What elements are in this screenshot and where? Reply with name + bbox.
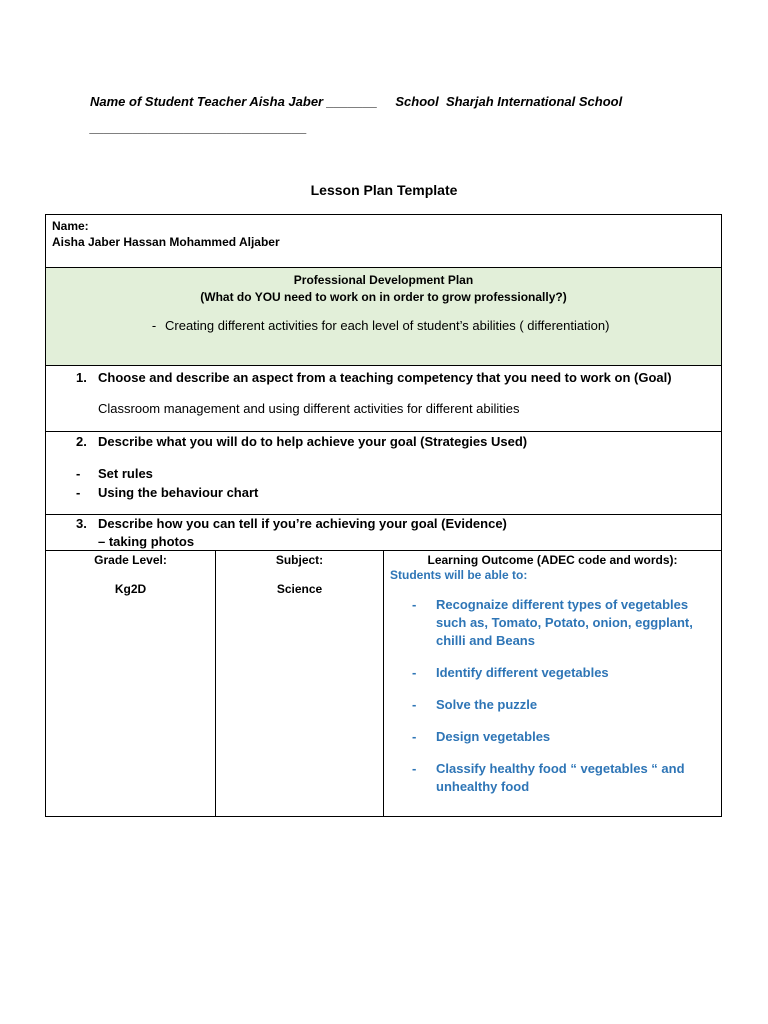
list-item — [384, 664, 721, 682]
strategies-list — [76, 464, 258, 502]
goal-row — [46, 366, 721, 432]
outcome-text: Recognaize different types of vegetables such as, Tomato, Potato, onion, eggplant, chilli and Beans — [436, 597, 693, 648]
goal-answer: Classroom management and using different activities for different abilities — [98, 401, 520, 416]
pdp-subtitle: (What do YOU need to work on in order to grow professionally?) — [200, 290, 567, 304]
pdp-title: Professional Development Plan — [293, 273, 474, 287]
evidence-number: 3. — [76, 516, 87, 531]
strategies-row — [46, 432, 721, 515]
lesson-details-row — [46, 551, 721, 816]
goal-number: 1. — [76, 370, 87, 385]
evidence-question — [76, 516, 507, 531]
list-item — [384, 728, 721, 746]
bullet-dash: - — [412, 665, 417, 680]
evidence-row — [46, 515, 721, 551]
name-label: Name: — [52, 219, 89, 233]
learning-outcome-list — [384, 596, 721, 796]
lesson-plan-table — [45, 214, 722, 817]
outcome-text: Solve the puzzle — [436, 697, 538, 712]
subject-value: Science — [276, 582, 323, 596]
list-item — [384, 596, 721, 650]
strategies-number: 2. — [76, 434, 87, 449]
name-row — [46, 215, 721, 268]
pdp-item — [143, 318, 609, 333]
outcome-text: Design vegetables — [436, 729, 551, 744]
bullet-dash: - — [412, 761, 417, 776]
document-title: Lesson Plan Template — [310, 182, 458, 198]
bullet-dash: - — [76, 466, 81, 481]
bullet-dash: - — [412, 697, 417, 712]
learning-outcome-label: Learning Outcome (ADEC code and words): — [427, 553, 678, 567]
bullet-dash: - — [151, 318, 157, 333]
learning-outcome-cell — [384, 551, 721, 816]
list-item — [76, 483, 258, 502]
subject-label: Subject: — [275, 553, 324, 567]
strategy-text: Using the behaviour chart — [98, 485, 259, 500]
bullet-dash: - — [412, 597, 417, 612]
signature-underline: ______________________________ — [90, 120, 307, 135]
list-item — [76, 464, 258, 483]
subject-cell — [216, 551, 384, 816]
name-value: Aisha Jaber Hassan Mohammed Aljaber — [52, 235, 280, 249]
bullet-dash: - — [412, 729, 417, 744]
strategies-question-text: Describe what you will do to help achieve your goal (Strategies Used) — [98, 434, 528, 449]
evidence-question-text: Describe how you can tell if you’re achieving your goal (Evidence) — [98, 516, 507, 531]
outcome-text: Identify different vegetables — [436, 665, 609, 680]
strategies-question — [76, 434, 527, 449]
grade-level-label: Grade Level: — [94, 553, 167, 567]
list-item — [384, 696, 721, 714]
learning-outcome-lead: Students will be able to: — [390, 568, 528, 582]
student-teacher-school-line: Name of Student Teacher Aisha Jaber _______ School Sharjah International School — [90, 94, 623, 109]
outcome-text: Classify healthy food “ vegetables “ and unhealthy food — [436, 761, 685, 794]
pdp-item-text: Creating different activities for each level of student’s abilities ( differentiation) — [165, 318, 610, 333]
goal-question-text: Choose and describe an aspect from a teaching competency that you need to work on (Goal) — [98, 370, 672, 385]
grade-level-value: Kg2D — [114, 582, 147, 596]
grade-level-cell — [46, 551, 216, 816]
goal-question — [76, 370, 672, 385]
evidence-answer: – taking photos — [98, 534, 195, 549]
bullet-dash: - — [76, 485, 81, 500]
professional-development-plan-row — [46, 268, 721, 366]
list-item — [384, 760, 721, 796]
strategy-text: Set rules — [98, 466, 153, 481]
